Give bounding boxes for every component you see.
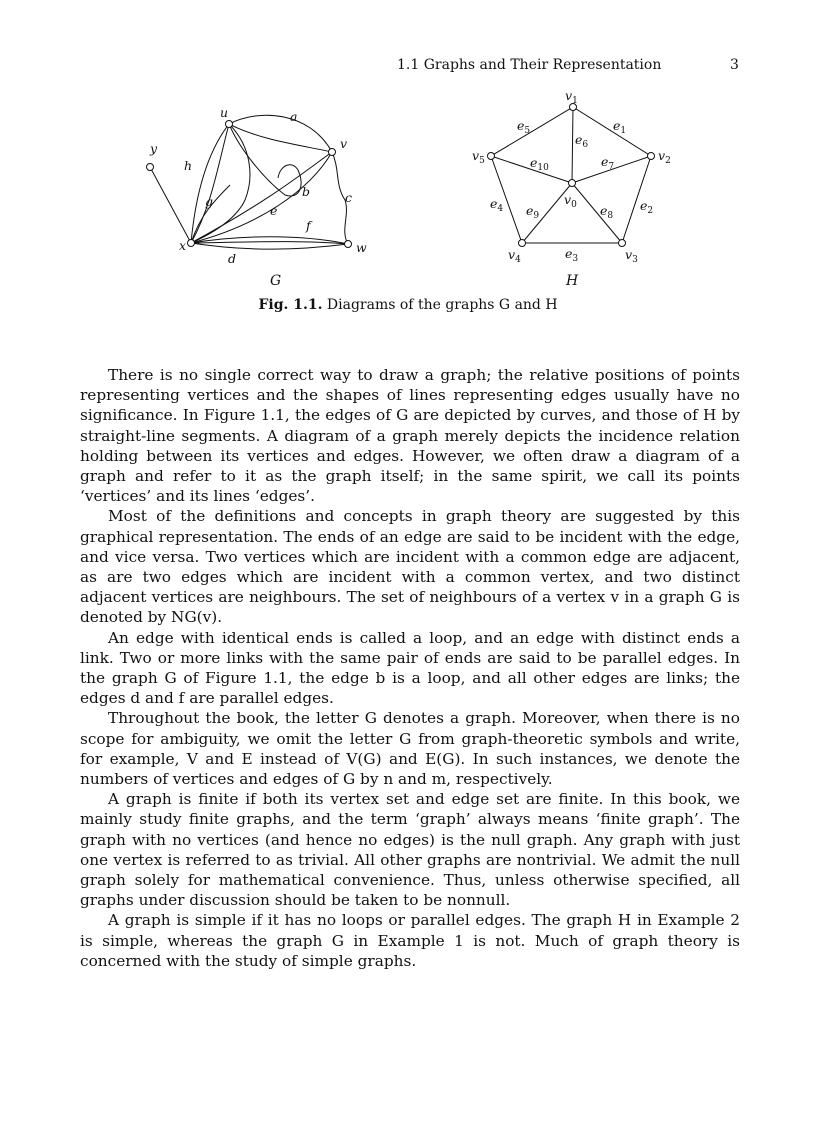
graph-g-labels xyxy=(149,105,367,289)
paragraph-5: A graph is finite if both its vertex set and edge set are finite. In this book, we mainly study finite graphs, and the term ‘graph’ always means ‘finite graph’. The graph with no vertices (and hence no edges) is the null graph. Any graph with just one vertex is referred to as trivial. All other graphs are nontrivial. We admit the null graph solely for mathematical convenience. Thus, unless otherwise specified, all graphs under discussion should be taken to be nonnull. xyxy=(80,790,740,910)
label-x: x xyxy=(179,238,187,253)
paragraph-1: There is no single correct way to draw a graph; the relative positions of points representing vertices and the shapes of lines representing edges usually have no significance. In Figure 1.1, the edges of G are depicted by curves, and those of H by straight-line segments. A diagram of a graph merely depicts the incidence relation holding between its vertices and edges. However, we often draw a diagram of a graph and refer to it as the graph itself; in the same spirit, we call its points ‘vertices’ and its lines ‘edges’. xyxy=(80,366,740,506)
label-graph-g: G xyxy=(270,273,282,289)
label-e3: $e_3$ xyxy=(565,246,579,264)
label-c: c xyxy=(345,190,353,205)
edge-d xyxy=(191,243,348,249)
edge-e6 xyxy=(572,107,573,183)
caption-label: Fig. 1.1. xyxy=(258,297,323,313)
vertex-x xyxy=(188,240,195,247)
graph-h xyxy=(488,104,655,247)
outer-pentagon xyxy=(491,107,654,243)
label-v2: $v_2$ xyxy=(658,148,671,166)
label-e: e xyxy=(270,203,278,218)
label-e9: $e_9$ xyxy=(526,203,540,221)
label-e7: $e_7$ xyxy=(601,154,615,172)
label-e4: $e_4$ xyxy=(490,196,504,214)
paragraph-6: A graph is simple if it has no loops or parallel edges. The graph H in Example 2 is simple, whereas the graph G in Example 1 is not. Much of graph theory is concerned with the study of simple graphs. xyxy=(80,911,740,970)
label-e5: $e_5$ xyxy=(517,118,531,136)
label-graph-h: H xyxy=(566,273,579,289)
label-h: h xyxy=(184,158,193,173)
label-v5: $v_5$ xyxy=(472,148,485,166)
edge-h xyxy=(150,167,191,243)
vertex-v5 xyxy=(488,153,495,160)
label-e8: $e_8$ xyxy=(600,203,614,221)
label-v4: $v_4$ xyxy=(508,247,521,265)
figure-1-1 xyxy=(0,0,816,300)
graph-h-labels xyxy=(472,88,671,289)
label-b: b xyxy=(302,184,311,199)
label-e1: $e_1$ xyxy=(613,118,627,136)
label-e6: $e_6$ xyxy=(575,132,589,150)
vertex-v3 xyxy=(619,240,626,247)
paragraph-2: Most of the definitions and concepts in graph theory are suggested by this graphical representation. The ends of an edge are said to be incident with the edge, and vice versa. Two vertices which are incident with a common edge are adjacent, as are two edges which are incident with a common vertex, and two distinct adjacent vertices are neighbours. The set of neighbours of a vertex v in a graph G is denoted by NG(v). xyxy=(80,507,740,627)
vertex-v xyxy=(329,149,336,156)
paragraph-4: Throughout the book, the letter G denotes a graph. Moreover, when there is no scope for ambiguity, we omit the letter G from graph-theoretic symbols and write, for example, V and E instead of V(G) and E(G). In such instances, we denote the numbers of vertices and edges of G by n and m, respectively. xyxy=(80,709,740,789)
graph-g xyxy=(147,115,352,249)
label-v: v xyxy=(340,136,348,151)
vertex-v4 xyxy=(519,240,526,247)
vertex-v0 xyxy=(569,180,576,187)
vertex-y xyxy=(147,164,154,171)
label-v0: $v_0$ xyxy=(564,192,577,210)
figure-caption xyxy=(0,297,816,313)
caption-text: Diagrams of the graphs G and H xyxy=(326,297,558,313)
vertex-v2 xyxy=(648,153,655,160)
label-f: f xyxy=(306,218,311,233)
label-v3: $v_3$ xyxy=(625,247,638,265)
edge-f-2 xyxy=(191,242,348,244)
vertex-w xyxy=(345,241,352,248)
label-v1: $v_1$ xyxy=(565,88,578,106)
label-g: g xyxy=(205,194,214,209)
edge-e8 xyxy=(572,183,622,243)
label-e10: $e_{10}$ xyxy=(530,155,549,173)
edge-b xyxy=(229,124,301,196)
paragraph-3: An edge with identical ends is called a loop, and an edge with distinct ends a link. Two or more links with the same pair of ends are said to be parallel edges. In the graph G of Figure 1.1, the edge b is a loop, and all other edges are links; the edges d and f are parallel edges. xyxy=(80,628,740,708)
label-u: u xyxy=(220,105,229,120)
label-y: y xyxy=(150,141,158,156)
label-e2: $e_2$ xyxy=(640,198,654,216)
label-w: w xyxy=(356,240,367,255)
page-number: 3 xyxy=(730,57,739,73)
section-title: 1.1 Graphs and Their Representation xyxy=(397,57,662,73)
label-a: a xyxy=(290,109,298,124)
label-d: d xyxy=(228,251,237,266)
body-text xyxy=(80,365,740,971)
vertex-u xyxy=(226,121,233,128)
